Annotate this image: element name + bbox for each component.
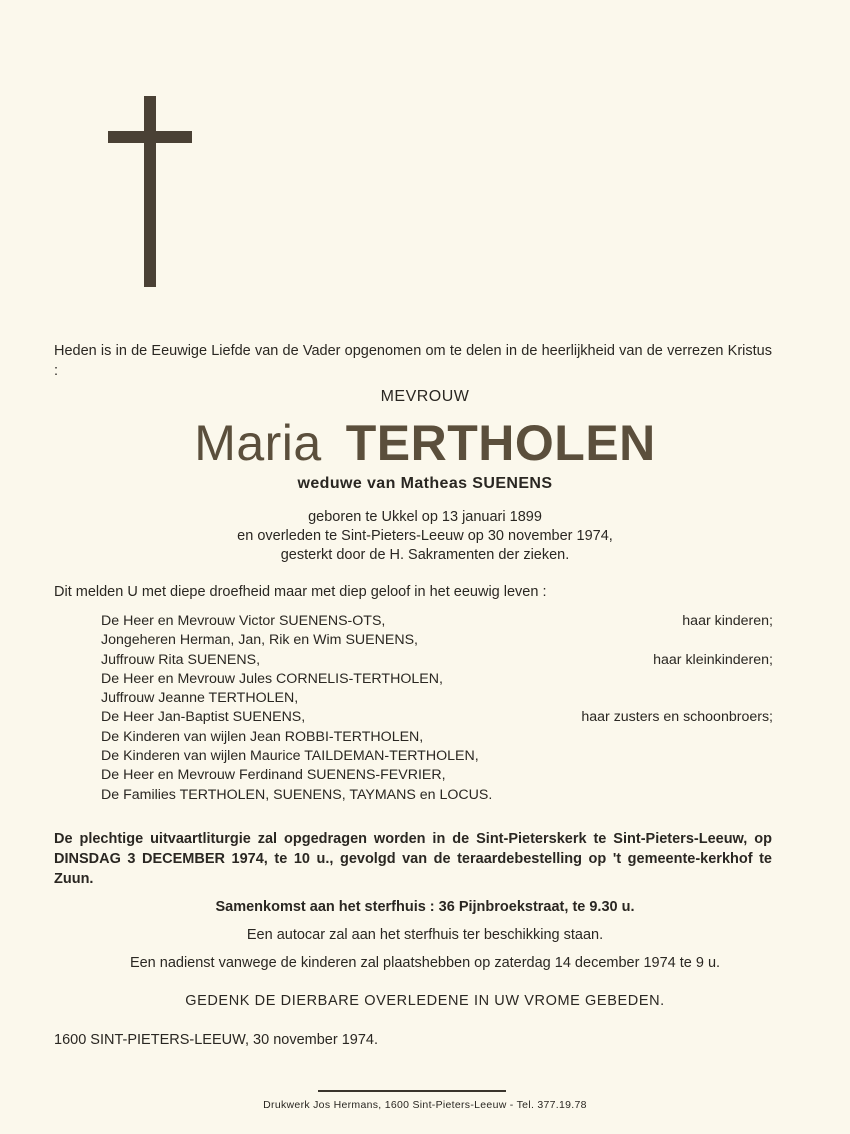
memorial-mass-info: Een nadienst vanwege de kinderen zal plaatshebben op zaterdag 14 december 1974 te 9 u. <box>129 955 721 971</box>
family-row <box>101 747 773 766</box>
birth-line: geboren te Ukkel op 13 januari 1899 <box>308 509 542 525</box>
family-name: De Heer en Mevrouw Ferdinand SUENENS-FEVRIER, <box>101 767 446 784</box>
family-relation: haar zusters en schoonbroers; <box>581 709 773 726</box>
family-name: Juffrouw Rita SUENENS, <box>101 651 261 668</box>
family-row <box>101 651 773 670</box>
family-name: De Heer en Mevrouw Victor SUENENS-OTS, <box>101 613 386 629</box>
deceased-name <box>0 413 850 473</box>
family-name: Jongeheren Herman, Jan, Rik en Wim SUENENS, <box>101 632 418 649</box>
family-row <box>101 786 773 805</box>
family-name: De Families TERTHOLEN, SUENENS, TAYMANS en LOCUS. <box>101 786 493 803</box>
family-row <box>101 689 773 708</box>
printer-credit: Drukwerk Jos Hermans, 1600 Sint-Pieters-Leeuw - Tel. 377.19.78 <box>263 1099 587 1111</box>
cross-vertical-bar <box>144 96 156 287</box>
family-row <box>101 612 773 631</box>
family-name: De Heer en Mevrouw Jules CORNELIS-TERTHOLEN, <box>101 670 443 687</box>
widow-of: weduwe van Matheas SUENENS <box>297 475 553 492</box>
family-name: De Heer Jan-Baptist SUENENS, <box>101 709 306 726</box>
cross-horizontal-bar <box>108 131 192 143</box>
family-name: De Kinderen van wijlen Jean ROBBI-TERTHOLEN, <box>101 728 424 745</box>
prayer-request: GEDENK DE DIERBARE OVERLEDENE IN UW VROME GEBEDEN. <box>185 993 665 1009</box>
divider-line <box>318 1090 506 1092</box>
title-mevrouw: MEVROUW <box>380 388 470 405</box>
gathering-info: Samenkomst aan het sterfhuis : 36 Pijnbroekstraat, te 9.30 u. <box>215 899 635 915</box>
bus-info: Een autocar zal aan het sterfhuis ter beschikking staan. <box>246 927 604 943</box>
family-row <box>101 728 773 747</box>
announcement: Dit melden U met diepe droefheid maar met diep geloof in het eeuwig leven : <box>54 584 547 600</box>
family-name: De Kinderen van wijlen Maurice TAILDEMAN-TERTHOLEN, <box>101 748 479 765</box>
last-name: TERTHOLEN <box>345 415 656 471</box>
intro-text: Heden is in de Eeuwige Liefde van de Vader opgenomen om te delen in de heerlijkheid van de verrezen Kristus : <box>54 343 772 379</box>
family-row <box>101 766 773 785</box>
first-name: Maria <box>194 415 322 471</box>
sacraments-line: gesterkt door de H. Sakramenten der zieken. <box>280 547 570 563</box>
family-list <box>101 612 773 805</box>
life-details <box>0 508 850 565</box>
death-line: en overleden te Sint-Pieters-Leeuw op 30 november 1974, <box>237 528 613 544</box>
family-row <box>101 631 773 650</box>
family-row <box>101 708 773 727</box>
family-row <box>101 670 773 689</box>
family-name: Juffrouw Jeanne TERTHOLEN, <box>101 690 299 707</box>
family-relation: haar kleinkinderen; <box>653 651 773 668</box>
funeral-details: De plechtige uitvaartliturgie zal opgedragen worden in de Sint-Pieterskerk te Sint-Pieters-Leeuw, op DINSDAG 3 DECEMBER 1974, te 10 u., gevolgd van de teraardebestelling op 't gemeente-kerkhof te Zuun. <box>54 831 772 887</box>
place-and-date: 1600 SINT-PIETERS-LEEUW, 30 november 1974. <box>54 1032 378 1048</box>
family-relation: haar kinderen; <box>682 613 773 629</box>
